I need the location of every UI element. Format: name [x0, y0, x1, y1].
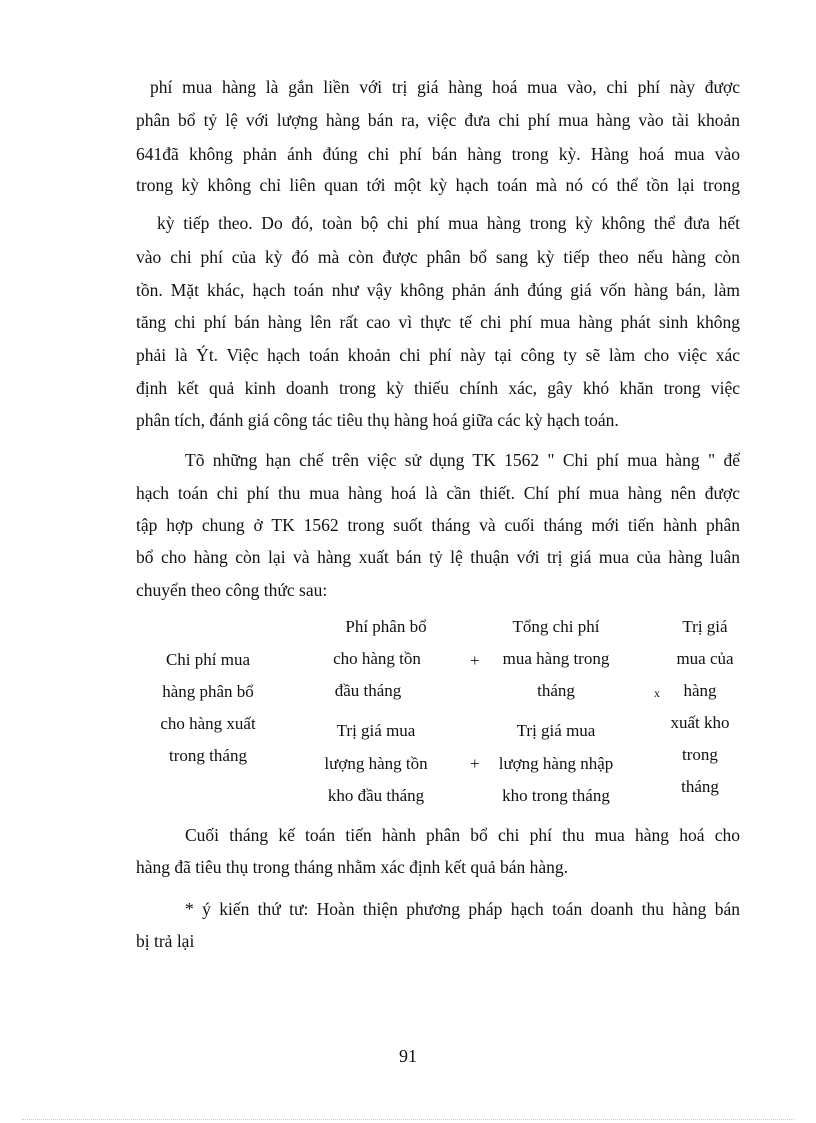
text-line: bổ cho hàng còn lại và hàng xuất bán tỷ lệ thuận với trị giá mua của hàng luân	[136, 547, 740, 567]
formula-left-line: cho hàng xuất	[160, 714, 256, 733]
formula-left-line: Chi phí mua	[165, 650, 251, 669]
page-number: 91	[399, 1046, 417, 1066]
formula-right-line: xuất kho	[670, 713, 730, 732]
text-line: hàng đã tiêu thụ trong tháng nhằm xác định kết quả bán hàng.	[136, 857, 569, 877]
numerator-a-line: cho hàng tồn	[333, 649, 421, 668]
text-line: hạch toán chi phí thu mua hàng hoá là cần thiết. Chí phí mua hàng nên được	[136, 483, 740, 503]
formula-left-line: trong tháng	[169, 746, 247, 765]
multiply-sign: x	[654, 686, 660, 700]
page-bottom-rule	[22, 1119, 794, 1120]
formula-left-line: hàng phân bổ	[162, 682, 254, 701]
numerator-b-line: Tổng chi phí	[512, 617, 600, 636]
text-line: phải là Ýt. Việc hạch toán khoản chi phí này tại công ty sẽ làm cho việc xác	[136, 345, 740, 365]
denominator-b-line: kho trong tháng	[502, 786, 610, 805]
text-line: 641đã không phản ánh đúng chi phí bán hàng trong kỳ. Hàng hoá mua vào	[136, 144, 740, 164]
numerator-b-line: tháng	[537, 681, 575, 700]
text-line: chuyển theo công thức sau:	[136, 580, 328, 600]
numerator-a-line: đầu tháng	[334, 681, 402, 700]
formula-right-line: Trị giá	[682, 617, 728, 636]
denominator-b-line: Trị giá mua	[516, 721, 596, 740]
denominator-a-line: kho đầu tháng	[327, 786, 425, 805]
formula-right-line: trong	[682, 745, 718, 764]
text-line: kỳ tiếp theo. Do đó, toàn bộ chi phí mua hàng trong kỳ không thể đưa hết	[157, 213, 740, 233]
text-line: tăng chi phí bán hàng lên rất cao vì thực tế chi phí mua hàng phát sinh không	[136, 312, 740, 332]
text-line: phân bổ tỷ lệ với lượng hàng bán ra, việc đưa chi phí mua hàng vào tài khoản	[136, 110, 740, 130]
formula-right-line: tháng	[681, 777, 719, 796]
denominator-a-line: Trị giá mua	[336, 721, 416, 740]
plus-sign: +	[470, 754, 480, 773]
text-line: tập hợp chung ở TK 1562 trong suốt tháng và cuối tháng mới tiến hành phân	[136, 515, 740, 535]
numerator-a-line: Phí phân bổ	[345, 617, 427, 636]
formula-right-line: hàng	[683, 681, 717, 700]
text-line: bị trả lại	[136, 931, 195, 951]
text-line: phân tích, đánh giá công tác tiêu thụ hàng hoá giữa các kỳ hạch toán.	[136, 410, 619, 430]
plus-sign: +	[470, 651, 480, 670]
denominator-b-line: lượng hàng nhập	[498, 754, 614, 773]
text-line: phí mua hàng là gắn liền với trị giá hàng hoá mua vào, chi phí này được	[150, 77, 740, 97]
text-line: trong kỳ không chỉ liên quan tới một kỳ hạch toán mà nó có thể tồn lại trong	[136, 175, 740, 195]
text-line: tồn. Mặt khác, hạch toán như vậy không phản ánh đúng giá vốn hàng bán, làm	[136, 280, 740, 300]
text-line: Cuối tháng kế toán tiến hành phân bổ chi phí thu mua hàng hoá cho	[185, 825, 740, 845]
text-line: định kết quả kinh doanh trong kỳ thiếu chính xác, gây khó khăn trong việc	[136, 378, 740, 398]
text-line: * ý kiến thứ tư: Hoàn thiện phương pháp hạch toán doanh thu hàng bán	[185, 899, 740, 919]
numerator-b-line: mua hàng trong	[502, 649, 610, 668]
text-line: vào chi phí của kỳ đó mà còn được phân bổ sang kỳ tiếp theo nếu hàng còn	[136, 247, 740, 267]
denominator-a-line: lượng hàng tồn	[324, 754, 428, 773]
formula-right-line: mua của	[676, 649, 734, 668]
text-line: Tõ những hạn chế trên việc sử dụng TK 1562 " Chi phí mua hàng " để	[185, 450, 740, 470]
